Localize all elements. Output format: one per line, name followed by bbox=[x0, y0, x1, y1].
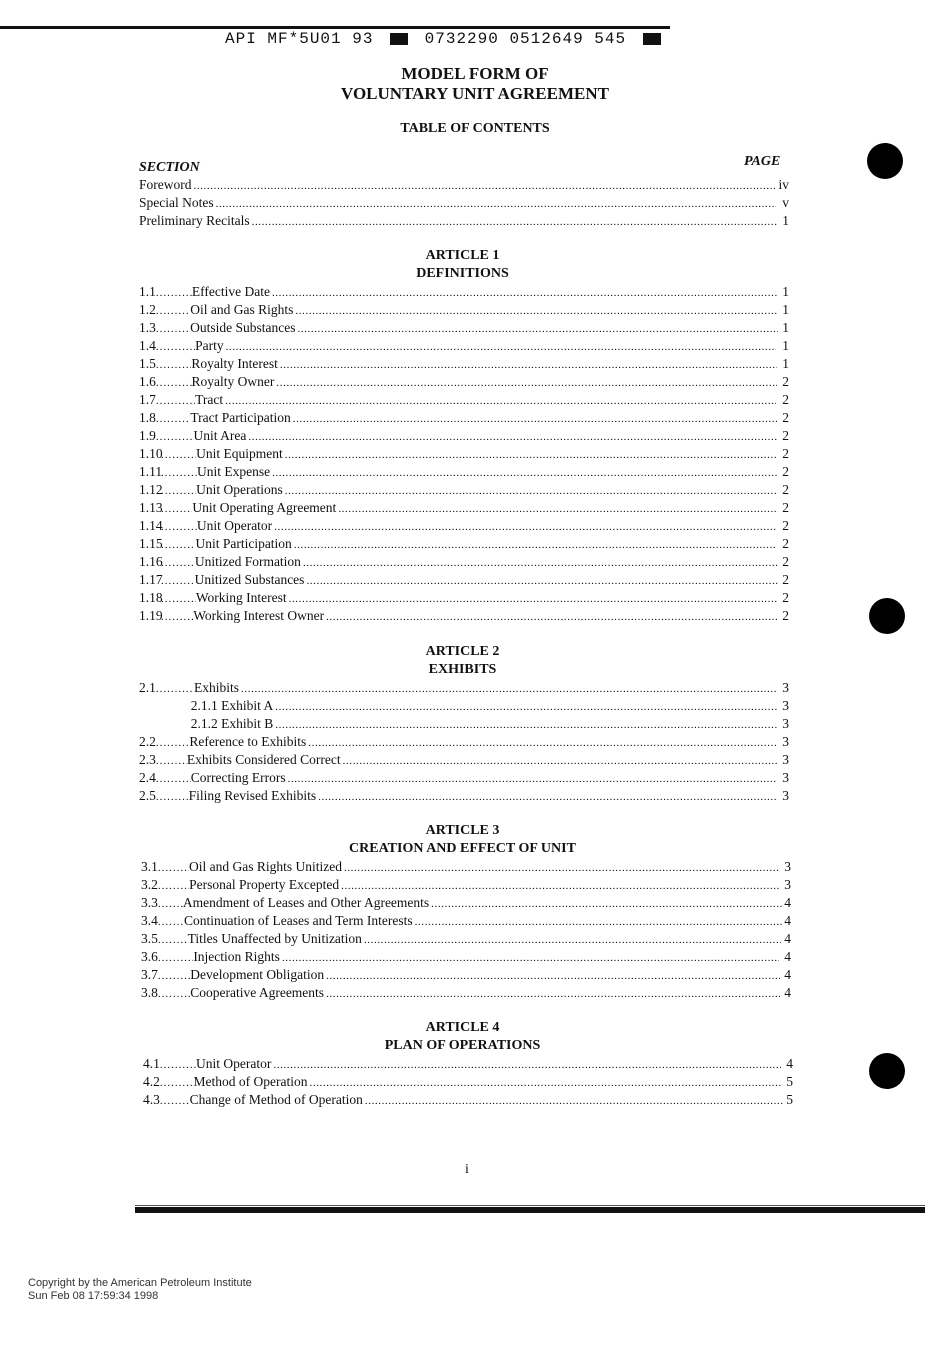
dot-leader bbox=[272, 464, 777, 478]
bottom-rule bbox=[135, 1207, 925, 1213]
article-title: CREATION AND EFFECT OF UNIT bbox=[349, 841, 576, 856]
entry-label: Injection Rights bbox=[193, 949, 280, 964]
toc-entry bbox=[139, 608, 789, 626]
dot-leader bbox=[338, 500, 778, 514]
dot-leader bbox=[160, 1074, 194, 1090]
entry-label: Working Interest bbox=[195, 590, 287, 605]
toc-entry bbox=[143, 1092, 793, 1110]
entry-label: Tract Participation bbox=[190, 410, 291, 425]
dot-leader bbox=[161, 536, 195, 552]
entry-page: 2 bbox=[782, 392, 789, 407]
entry-number: 1.16 bbox=[139, 554, 163, 569]
entry-page: 4 bbox=[784, 967, 791, 982]
dot-leader bbox=[276, 374, 777, 388]
entry-page: 2 bbox=[782, 428, 789, 443]
dot-leader bbox=[158, 931, 188, 947]
code-left: API MF*5U01 93 bbox=[225, 30, 374, 48]
entry-page: 1 bbox=[782, 213, 789, 228]
entry-page: 3 bbox=[782, 680, 790, 695]
entry-page: 2 bbox=[782, 500, 789, 515]
entry-page: 4 bbox=[784, 913, 791, 928]
dot-leader bbox=[158, 985, 190, 1001]
dot-leader bbox=[344, 859, 780, 873]
binder-hole-mark bbox=[869, 598, 905, 634]
entry-label: Unitized Formation bbox=[194, 554, 301, 569]
entry-number: 3.2 bbox=[141, 877, 158, 892]
entry-number: 4.2 bbox=[143, 1074, 160, 1089]
toc-front-entry bbox=[139, 213, 789, 231]
toc-entry bbox=[139, 788, 789, 806]
entry-number: 1.10 bbox=[139, 446, 163, 461]
entry-label: Foreword bbox=[139, 177, 192, 192]
entry-page: 3 bbox=[784, 877, 792, 892]
toc-entry bbox=[141, 877, 791, 895]
article-title: DEFINITIONS bbox=[416, 266, 509, 281]
dot-leader bbox=[226, 338, 777, 352]
article-label: ARTICLE 1 bbox=[425, 248, 500, 263]
entry-page: 5 bbox=[786, 1092, 794, 1107]
black-block-mark bbox=[390, 33, 408, 45]
dot-leader bbox=[158, 859, 189, 875]
entry-page: 3 bbox=[782, 788, 789, 803]
entry-number: 1.3 bbox=[139, 320, 156, 335]
toc-entry bbox=[139, 536, 789, 554]
toc-entry bbox=[141, 949, 791, 967]
toc-entry bbox=[139, 680, 789, 698]
entry-number: 1.19 bbox=[139, 608, 163, 623]
entry-number: 1.12 bbox=[139, 482, 163, 497]
entry-number: 2.2 bbox=[139, 734, 156, 749]
binder-hole-mark bbox=[869, 1053, 905, 1089]
copyright-timestamp: Sun Feb 08 17:59:34 1998 bbox=[28, 1290, 159, 1302]
dot-leader bbox=[310, 1074, 782, 1088]
page-number: i bbox=[465, 1162, 469, 1177]
entry-number: 2.3 bbox=[139, 752, 156, 767]
dot-leader bbox=[161, 554, 195, 570]
entry-label: Preliminary Recitals bbox=[139, 213, 250, 228]
toc-entry bbox=[139, 446, 789, 464]
entry-label: Unit Operations bbox=[196, 482, 283, 497]
entry-label: Correcting Errors bbox=[190, 770, 286, 785]
entry-number: 1.2 bbox=[139, 302, 156, 317]
toc-entry bbox=[139, 482, 789, 500]
dot-leader bbox=[285, 482, 778, 496]
dot-leader bbox=[288, 770, 778, 784]
entry-page: 3 bbox=[782, 716, 789, 731]
dot-leader bbox=[158, 967, 190, 983]
document-title bbox=[0, 64, 950, 104]
entry-page: 1 bbox=[782, 320, 789, 335]
article-3-entries bbox=[141, 859, 791, 1003]
toc-entry bbox=[139, 752, 789, 770]
dot-leader bbox=[156, 338, 195, 354]
entry-label: Royalty Interest bbox=[191, 356, 278, 371]
entry-number: 1.4 bbox=[139, 338, 156, 353]
entry-label: Unit Equipment bbox=[196, 446, 283, 461]
dot-leader bbox=[272, 284, 777, 298]
dot-leader bbox=[252, 213, 777, 227]
dot-leader bbox=[161, 482, 196, 498]
dot-leader bbox=[161, 590, 196, 606]
entry-page: 2 bbox=[782, 590, 789, 605]
entry-number: 1.6 bbox=[139, 374, 156, 389]
entry-page: 2 bbox=[782, 482, 789, 497]
dot-leader bbox=[156, 302, 190, 318]
entry-page: 1 bbox=[782, 302, 790, 317]
dot-leader bbox=[156, 752, 187, 768]
entry-number: 3.6 bbox=[141, 949, 158, 964]
dot-leader bbox=[216, 195, 776, 209]
dot-leader bbox=[273, 1056, 781, 1070]
article-2-entries bbox=[139, 680, 789, 806]
title-line-2: VOLUNTARY UNIT AGREEMENT bbox=[341, 84, 609, 103]
entry-label: Amendment of Leases and Other Agreements bbox=[182, 895, 430, 910]
entry-number: 1.18 bbox=[139, 590, 163, 605]
entry-number: 3.8 bbox=[141, 985, 158, 1000]
dot-leader bbox=[318, 788, 778, 802]
entry-label: Titles Unaffected by Unitization bbox=[187, 931, 362, 946]
entry-label: Tract bbox=[195, 392, 224, 407]
section-column-header: SECTION bbox=[139, 160, 200, 175]
entry-number: 1.1 bbox=[139, 284, 156, 299]
entry-label: Unit Participation bbox=[195, 536, 292, 551]
entry-label: Unit Area bbox=[193, 428, 247, 443]
entry-number: 2.1 bbox=[139, 680, 156, 695]
entry-page: 5 bbox=[786, 1074, 793, 1089]
toc-entry bbox=[139, 554, 789, 572]
toc-entry bbox=[139, 500, 789, 518]
dot-leader bbox=[248, 428, 776, 442]
dot-leader bbox=[156, 320, 190, 336]
entry-number: 2.4 bbox=[139, 770, 156, 785]
dot-leader bbox=[303, 554, 778, 568]
page-column-header: PAGE bbox=[744, 154, 781, 169]
toc-entry bbox=[139, 518, 789, 536]
entry-number: 1.5 bbox=[139, 356, 156, 371]
entry-label: Exhibits bbox=[194, 680, 240, 695]
dot-leader bbox=[293, 410, 778, 424]
dot-leader bbox=[297, 320, 777, 334]
entry-page: 4 bbox=[784, 895, 791, 910]
dot-leader bbox=[158, 949, 193, 965]
dot-leader bbox=[161, 500, 192, 516]
dot-leader bbox=[326, 967, 780, 981]
article-title: PLAN OF OPERATIONS bbox=[384, 1038, 541, 1053]
dot-leader bbox=[156, 734, 189, 750]
dot-leader bbox=[343, 752, 779, 766]
dot-leader bbox=[161, 518, 197, 534]
entry-number: 3.3 bbox=[141, 895, 158, 910]
toc-entry bbox=[139, 464, 789, 482]
entry-label: Development Obligation bbox=[190, 967, 325, 982]
entry-label: Personal Property Excepted bbox=[189, 877, 340, 892]
dot-leader bbox=[326, 608, 778, 622]
entry-label: Cooperative Agreements bbox=[190, 985, 325, 1000]
entry-number: 1.17 bbox=[139, 572, 163, 587]
toc-entry bbox=[139, 734, 789, 752]
article-2-heading bbox=[0, 643, 925, 679]
entry-number: 1.8 bbox=[139, 410, 156, 425]
entry-page: 2 bbox=[782, 410, 789, 425]
dot-leader bbox=[431, 895, 782, 909]
toc-entry bbox=[139, 770, 789, 788]
bottom-rule-thin bbox=[135, 1205, 925, 1206]
toc-front-entry bbox=[139, 177, 789, 195]
entry-label: Effective Date bbox=[191, 284, 270, 299]
dot-leader bbox=[364, 931, 781, 945]
toc-entry bbox=[139, 338, 789, 356]
toc-entry bbox=[141, 913, 791, 931]
top-rule bbox=[0, 26, 670, 29]
entry-label: Royalty Owner bbox=[191, 374, 275, 389]
code-mid: 0732290 0512649 545 bbox=[424, 30, 627, 48]
entry-page: v bbox=[782, 195, 789, 210]
entry-page: 2 bbox=[782, 374, 789, 389]
toc-entry bbox=[139, 590, 789, 608]
toc-entry bbox=[139, 698, 789, 716]
dot-leader bbox=[365, 1092, 783, 1106]
entry-page: 4 bbox=[784, 931, 791, 946]
dot-leader bbox=[241, 680, 776, 694]
toc-entry bbox=[139, 410, 789, 428]
article-title: EXHIBITS bbox=[428, 662, 497, 677]
dot-leader bbox=[156, 392, 195, 408]
dot-leader bbox=[274, 518, 777, 532]
toc-entry bbox=[139, 392, 789, 410]
toc-entry bbox=[141, 985, 791, 1003]
entry-page: 3 bbox=[782, 698, 789, 713]
dot-leader bbox=[156, 356, 191, 372]
dot-leader bbox=[282, 949, 779, 963]
copyright-line-1: Copyright by the American Petroleum Institute bbox=[28, 1277, 252, 1289]
article-4-heading bbox=[0, 1019, 925, 1055]
dot-leader bbox=[275, 698, 777, 712]
dot-leader bbox=[275, 716, 777, 730]
article-1-entries bbox=[139, 284, 789, 626]
entry-page: 2 bbox=[782, 446, 789, 461]
dot-leader bbox=[294, 536, 778, 550]
dot-leader bbox=[161, 608, 193, 624]
entry-number: 4.3 bbox=[143, 1092, 160, 1107]
article-label: ARTICLE 2 bbox=[425, 644, 500, 659]
entry-number: 3.1 bbox=[141, 859, 158, 874]
entry-label: Filing Revised Exhibits bbox=[188, 788, 317, 803]
toc-entry bbox=[141, 931, 791, 949]
toc-entry bbox=[139, 716, 789, 734]
dot-leader bbox=[158, 877, 189, 893]
dot-leader bbox=[156, 788, 189, 804]
entry-label: Working Interest Owner bbox=[193, 608, 325, 623]
entry-page: 2 bbox=[782, 464, 789, 479]
entry-page: 2 bbox=[782, 536, 789, 551]
dot-leader bbox=[161, 446, 196, 462]
entry-page: iv bbox=[778, 177, 789, 192]
dot-leader bbox=[285, 446, 778, 460]
dot-leader bbox=[156, 410, 191, 426]
entry-label: Party bbox=[195, 338, 224, 353]
dot-leader bbox=[161, 464, 197, 480]
dot-leader bbox=[306, 572, 777, 586]
entry-page: 1 bbox=[782, 356, 790, 371]
dot-leader bbox=[289, 590, 778, 604]
dot-leader bbox=[161, 572, 195, 588]
dot-leader bbox=[156, 374, 192, 390]
dot-leader bbox=[280, 356, 777, 370]
dot-leader bbox=[160, 1056, 196, 1072]
entry-label: Unit Operator bbox=[196, 1056, 272, 1071]
document-code-header bbox=[225, 30, 667, 48]
toc-entry bbox=[141, 967, 791, 985]
toc-entry bbox=[139, 428, 789, 446]
title-line-1: MODEL FORM OF bbox=[401, 64, 549, 83]
toc-entry bbox=[141, 859, 791, 877]
entry-label: Outside Substances bbox=[190, 320, 296, 335]
entry-page: 4 bbox=[784, 985, 791, 1000]
entry-label: 2.1.2 Exhibit B bbox=[190, 716, 274, 731]
entry-number: 4.1 bbox=[143, 1056, 160, 1071]
entry-label: Special Notes bbox=[139, 195, 214, 210]
dot-leader bbox=[158, 913, 184, 929]
toc-heading: TABLE OF CONTENTS bbox=[400, 121, 550, 136]
binder-hole-mark bbox=[867, 143, 903, 179]
toc-entry bbox=[139, 572, 789, 590]
toc-front-entry bbox=[139, 195, 789, 213]
toc-entry bbox=[139, 320, 789, 338]
toc-entry bbox=[143, 1074, 793, 1092]
article-label: ARTICLE 4 bbox=[425, 1020, 500, 1035]
article-3-heading bbox=[0, 822, 925, 858]
entry-label: Exhibits Considered Correct bbox=[186, 752, 341, 767]
front-matter-list bbox=[139, 177, 789, 231]
dot-leader bbox=[341, 877, 780, 891]
dot-leader bbox=[160, 1092, 190, 1108]
dot-leader bbox=[194, 177, 776, 191]
entry-label: Change of Method of Operation bbox=[189, 1092, 363, 1107]
toc-entry bbox=[139, 374, 789, 392]
copyright-notice bbox=[28, 1277, 252, 1303]
entry-page: 3 bbox=[784, 859, 791, 874]
entry-number: 2.5 bbox=[139, 788, 156, 803]
entry-page: 2 bbox=[782, 518, 789, 533]
entry-number: 3.4 bbox=[141, 913, 158, 928]
entry-page: 1 bbox=[782, 338, 790, 353]
article-1-heading bbox=[0, 247, 925, 283]
entry-number: 1.14 bbox=[139, 518, 163, 533]
toc-entry bbox=[143, 1056, 793, 1074]
entry-page: 2 bbox=[782, 572, 789, 587]
entry-label: Reference to Exhibits bbox=[189, 734, 307, 749]
article-4-entries bbox=[143, 1056, 793, 1110]
entry-page: 3 bbox=[782, 734, 790, 749]
entry-number: 1.15 bbox=[139, 536, 163, 551]
entry-page: 4 bbox=[786, 1056, 794, 1071]
entry-page: 3 bbox=[782, 770, 789, 785]
entry-number: 3.5 bbox=[141, 931, 158, 946]
entry-label: Unit Operating Agreement bbox=[192, 500, 337, 515]
dot-leader bbox=[295, 302, 777, 316]
entry-number: 1.13 bbox=[139, 500, 163, 515]
entry-label: Unit Expense bbox=[196, 464, 271, 479]
entry-number: 3.7 bbox=[141, 967, 158, 982]
entry-number: 1.11 bbox=[139, 464, 163, 479]
entry-number: 1.7 bbox=[139, 392, 156, 407]
entry-label: Unit Operator bbox=[196, 518, 273, 533]
entry-page: 3 bbox=[782, 752, 789, 767]
entry-page: 2 bbox=[782, 608, 789, 623]
dot-leader bbox=[158, 895, 183, 911]
entry-label: Oil and Gas Rights Unitized bbox=[188, 859, 342, 874]
article-label: ARTICLE 3 bbox=[425, 823, 500, 838]
entry-label: Oil and Gas Rights bbox=[190, 302, 294, 317]
toc-entry bbox=[139, 302, 789, 320]
dot-leader bbox=[156, 680, 194, 696]
dot-leader bbox=[156, 428, 194, 444]
entry-label: Unitized Substances bbox=[194, 572, 305, 587]
dot-leader bbox=[415, 913, 782, 927]
entry-label: Continuation of Leases and Term Interests bbox=[184, 913, 413, 928]
dot-leader bbox=[156, 770, 191, 786]
toc-entry bbox=[141, 895, 791, 913]
entry-page: 1 bbox=[782, 284, 789, 299]
entry-page: 2 bbox=[782, 554, 789, 569]
entry-label: 2.1.1 Exhibit A bbox=[190, 698, 274, 713]
toc-entry bbox=[139, 356, 789, 374]
dot-leader bbox=[156, 284, 192, 300]
entry-page: 4 bbox=[784, 949, 792, 964]
dot-leader bbox=[225, 392, 776, 406]
entry-number: 1.9 bbox=[139, 428, 156, 443]
toc-entry bbox=[139, 284, 789, 302]
dot-leader bbox=[326, 985, 780, 999]
black-block-mark bbox=[643, 33, 661, 45]
entry-label: Method of Operation bbox=[193, 1074, 308, 1089]
dot-leader bbox=[308, 734, 777, 748]
